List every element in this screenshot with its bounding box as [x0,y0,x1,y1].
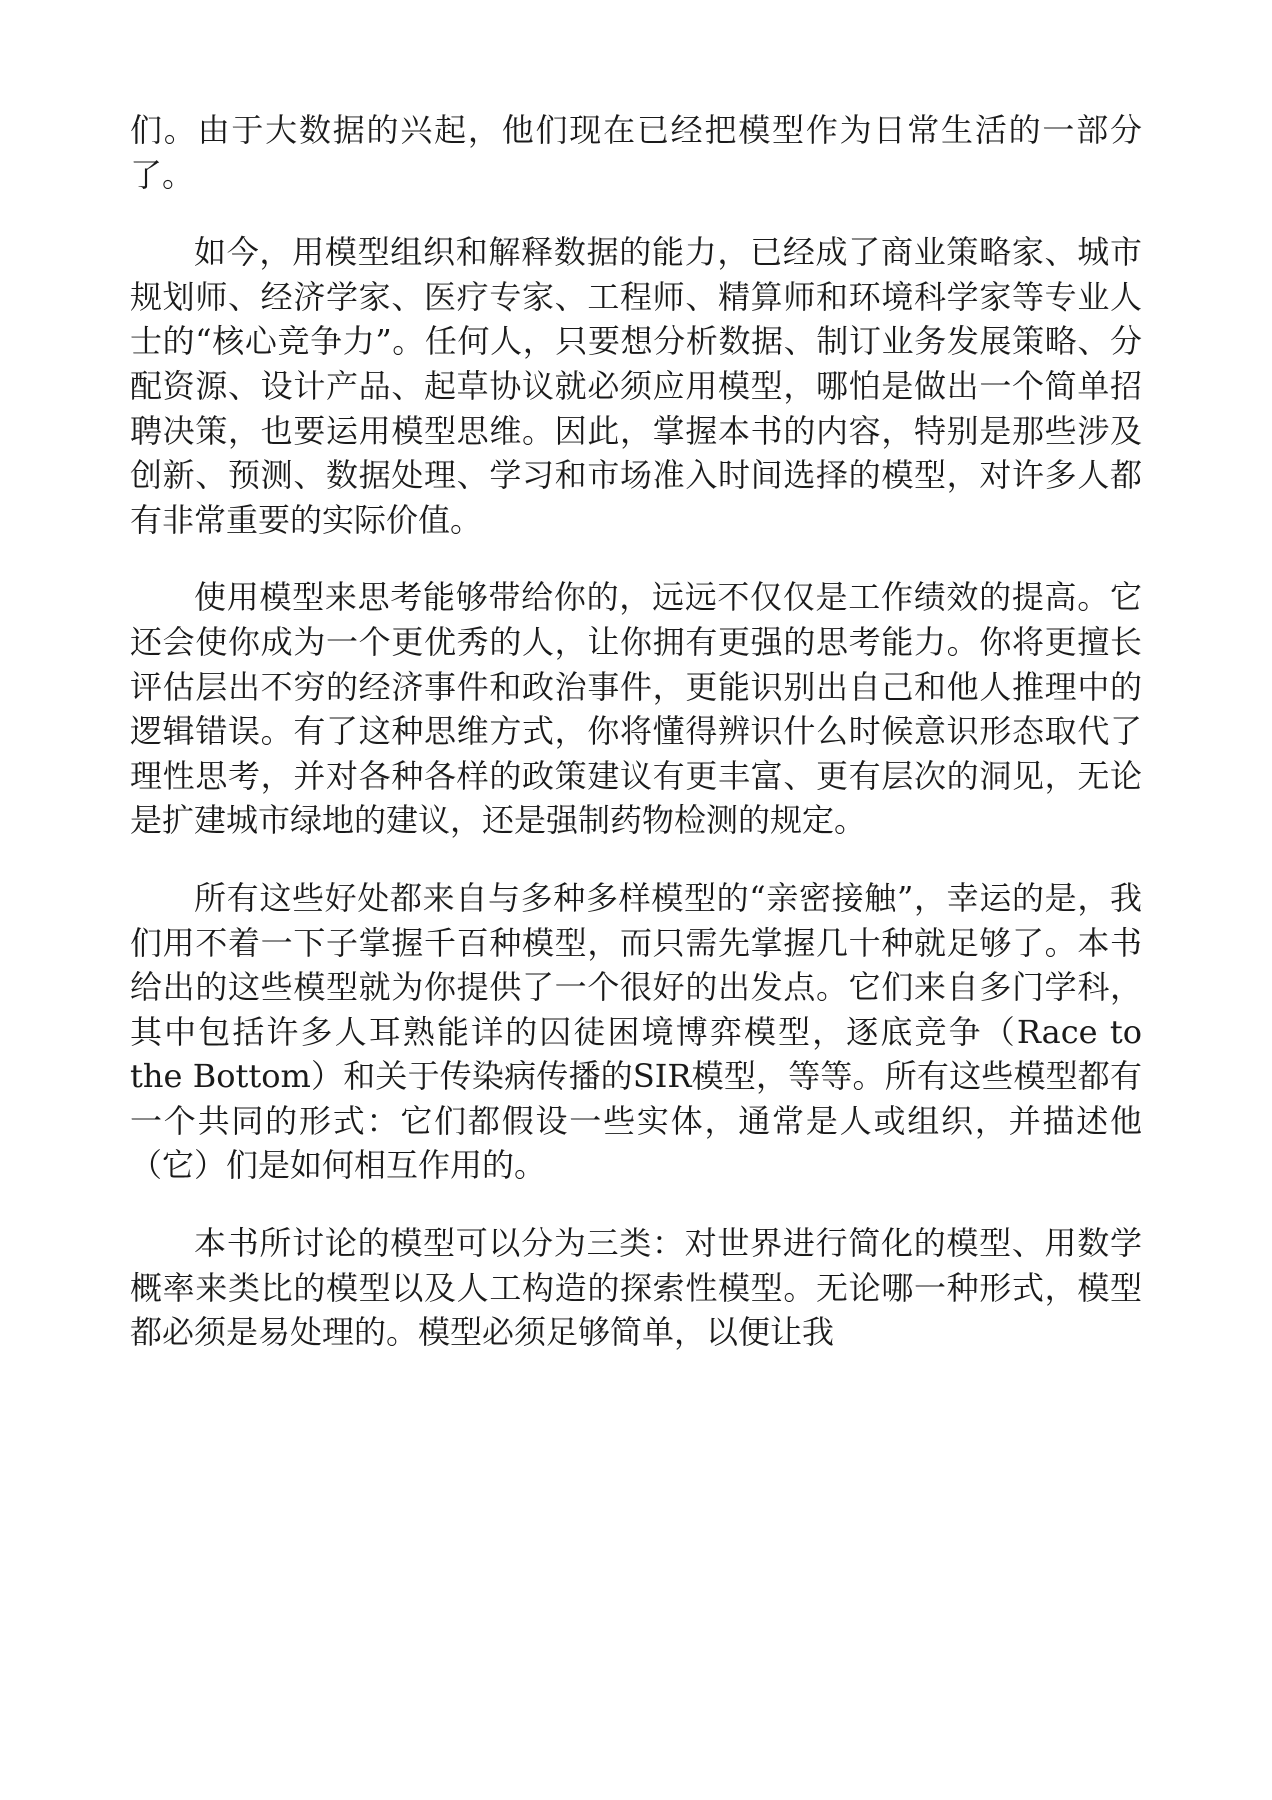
paragraph-3: 使用模型来思考能够带给你的，远远不仅仅是工作绩效的提高。它还会使你成为一个更优秀的人，让你拥有更强的思考能力。你将更擅长评估层出不穷的经济事件和政治事件，更能识别出自己和他人推理中的逻辑错误。有了这种思维方式，你将懂得辨识什么时候意识形态取代了理性思考，并对各种各样的政策建议有更丰富、更有层次的洞见，无论是扩建城市绿地的建议，还是强制药物检测的规定。 [130,578,1142,840]
paragraph-1: 们。由于大数据的兴起，他们现在已经把模型作为日常生活的一部分了。 [130,111,1142,194]
paragraph-4: 所有这些好处都来自与多种多样模型的“亲密接触”，幸运的是，我们用不着一下子掌握千百种模型，而只需先掌握几十种就足够了。本书给出的这些模型就为你提供了一个很好的出发点。它们来自多门学科，其中包括许多人耳熟能详的囚徒困境博弈模型，逐底竞争（Race to the Bottom）和关于传染病传播的SIR模型，等等。所有这些模型都有一个共同的形式：它们都假设一些实体，通常是人或组织，并描述他（它）们是如何相互作用的。 [130,878,1142,1185]
paragraph-5: 本书所讨论的模型可以分为三类：对世界进行简化的模型、用数学概率来类比的模型以及人工构造的探索性模型。无论哪一种形式，模型都必须是易处理的。模型必须足够简单，以便让我 [130,1224,1142,1352]
body-text [130,108,1142,1388]
paragraph-2: 如今，用模型组织和解释数据的能力，已经成了商业策略家、城市规划师、经济学家、医疗专家、工程师、精算师和环境科学家等专业人士的“核心竞争力”。任何人，只要想分析数据、制订业务发展策略、分配资源、设计产品、起草协议就必须应用模型，哪怕是做出一个简单招聘决策，也要运用模型思维。因此，掌握本书的内容，特别是那些涉及创新、预测、数据处理、学习和市场准入时间选择的模型，对许多人都有非常重要的实际价值。 [130,233,1142,539]
